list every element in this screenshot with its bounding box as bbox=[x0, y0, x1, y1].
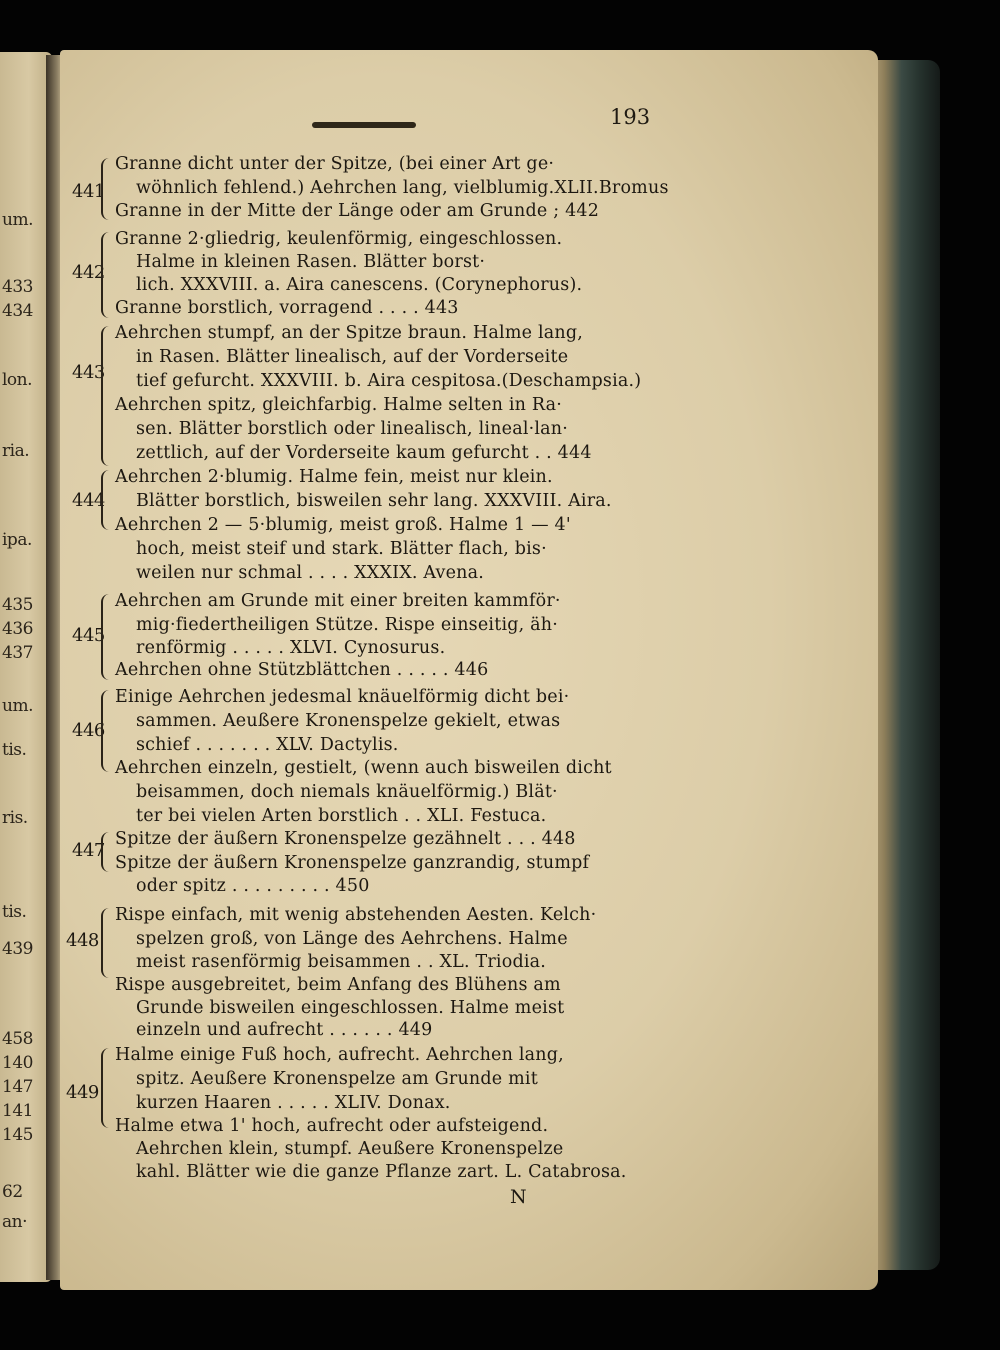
left-fragment: 141 bbox=[2, 1101, 33, 1121]
entry-line: Aehrchen klein, stumpf. Aeußere Kronenspelze bbox=[136, 1139, 564, 1159]
entry-line: renförmig . . . . . XLVI. Cynosurus. bbox=[136, 638, 446, 658]
entry-line: Halme in kleinen Rasen. Blätter borst· bbox=[136, 252, 486, 272]
entry-number: 441 bbox=[72, 181, 105, 202]
entry-line: sen. Blätter borstlich oder linealisch, lineal·lan· bbox=[136, 419, 569, 439]
entry-brace bbox=[101, 470, 113, 530]
entry-line: Aehrchen am Grunde mit einer breiten kammför· bbox=[115, 591, 561, 611]
entry-number: 449 bbox=[66, 1082, 99, 1103]
entry-line: Granne borstlich, vorragend . . . . 443 bbox=[115, 298, 459, 318]
left-fragment: ris. bbox=[2, 808, 28, 828]
left-fragment: tis. bbox=[2, 902, 27, 922]
left-fragment: 433 bbox=[2, 277, 33, 297]
entry-number: 446 bbox=[72, 720, 105, 741]
entry-line: Granne dicht unter der Spitze, (bei einer Art ge· bbox=[115, 154, 555, 174]
entry-number: 445 bbox=[72, 625, 105, 646]
entry-line: Halme einige Fuß hoch, aufrecht. Aehrchen lang, bbox=[115, 1045, 564, 1065]
left-fragment: 147 bbox=[2, 1077, 33, 1097]
left-fragment: lon. bbox=[2, 370, 33, 390]
entry-brace bbox=[101, 232, 113, 318]
entry-brace bbox=[101, 1048, 113, 1128]
entry-line: mig·fiedertheiligen Stütze. Rispe einseitig, äh· bbox=[136, 615, 559, 635]
entry-line: Aehrchen spitz, gleichfarbig. Halme selten in Ra· bbox=[115, 395, 563, 415]
left-fragment: 439 bbox=[2, 939, 33, 959]
left-fragment: ipa. bbox=[2, 530, 32, 550]
entry-line: Aehrchen 2·blumig. Halme fein, meist nur klein. bbox=[115, 467, 553, 487]
entry-line: spelzen groß, von Länge des Aehrchens. Halme bbox=[136, 929, 568, 949]
entry-line: tief gefurcht. XXXVIII. b. Aira cespitosa.(Deschampsia.) bbox=[136, 371, 642, 391]
left-fragment: 435 bbox=[2, 595, 33, 615]
entry-number: 444 bbox=[72, 490, 105, 511]
left-fragment: um. bbox=[2, 696, 33, 716]
entry-line: beisammen, doch niemals knäuelförmig.) Blät· bbox=[136, 782, 558, 802]
entry-line: Grunde bisweilen eingeschlossen. Halme meist bbox=[136, 998, 565, 1018]
entry-line: wöhnlich fehlend.) Aehrchen lang, vielblumig.XLII.Bromus bbox=[136, 178, 669, 198]
entry-line: einzeln und aufrecht . . . . . . 449 bbox=[136, 1020, 433, 1040]
left-fragment: 145 bbox=[2, 1125, 33, 1145]
left-fragment: um. bbox=[2, 210, 33, 230]
entry-line: spitz. Aeußere Kronenspelze am Grunde mit bbox=[136, 1069, 538, 1089]
entry-line: Aehrchen ohne Stützblättchen . . . . . 446 bbox=[115, 660, 489, 680]
entry-line: Rispe einfach, mit wenig abstehenden Aesten. Kelch· bbox=[115, 905, 597, 925]
entry-brace bbox=[101, 326, 113, 466]
entry-line: kahl. Blätter wie die ganze Pflanze zart. L. Catabrosa. bbox=[136, 1162, 627, 1182]
entry-line: Spitze der äußern Kronenspelze ganzrandig, stumpf bbox=[115, 853, 590, 873]
left-fragment: ria. bbox=[2, 441, 30, 461]
entry-line: ter bei vielen Arten borstlich . . XLI. Festuca. bbox=[136, 806, 547, 826]
entry-line: hoch, meist steif und stark. Blätter flach, bis· bbox=[136, 539, 547, 559]
entry-line: Aehrchen einzeln, gestielt, (wenn auch bisweilen dicht bbox=[115, 758, 612, 778]
left-fragment: 437 bbox=[2, 643, 33, 663]
signature-mark: N bbox=[510, 1186, 527, 1208]
entry-brace bbox=[101, 158, 113, 220]
entry-line: zettlich, auf der Vorderseite kaum gefurcht . . 444 bbox=[136, 443, 592, 463]
entry-line: sammen. Aeußere Kronenspelze gekielt, etwas bbox=[136, 711, 561, 731]
entry-line: in Rasen. Blätter linealisch, auf der Vorderseite bbox=[136, 347, 569, 367]
page-number: 193 bbox=[610, 105, 651, 129]
entry-line: Aehrchen 2 — 5·blumig, meist groß. Halme 1 — 4' bbox=[115, 515, 571, 535]
entry-number: 443 bbox=[72, 362, 105, 383]
entry-line: Blätter borstlich, bisweilen sehr lang. XXXVIII. Aira. bbox=[136, 491, 612, 511]
left-fragment: an· bbox=[2, 1212, 27, 1232]
entry-line: meist rasenförmig beisammen . . XL. Triodia. bbox=[136, 952, 547, 972]
left-fragment: 436 bbox=[2, 619, 33, 639]
entry-line: Halme etwa 1' hoch, aufrecht oder aufsteigend. bbox=[115, 1116, 549, 1136]
entry-line: weilen nur schmal . . . . XXXIX. Avena. bbox=[136, 563, 485, 583]
entry-line: Granne in der Mitte der Länge oder am Grunde ; 442 bbox=[115, 201, 600, 221]
left-fragment: 458 bbox=[2, 1029, 33, 1049]
entry-line: Rispe ausgebreitet, beim Anfang des Blühens am bbox=[115, 975, 561, 995]
entry-line: Aehrchen stumpf, an der Spitze braun. Halme lang, bbox=[115, 323, 584, 343]
entry-brace bbox=[101, 908, 113, 978]
entry-brace bbox=[101, 594, 113, 680]
entry-brace bbox=[101, 690, 113, 772]
entry-number: 442 bbox=[72, 262, 105, 283]
entry-line: oder spitz . . . . . . . . . 450 bbox=[136, 876, 370, 896]
entry-number: 447 bbox=[72, 840, 105, 861]
entry-line: lich. XXXVIII. a. Aira canescens. (Corynephorus). bbox=[136, 275, 583, 295]
left-fragment: 62 bbox=[2, 1182, 23, 1202]
entry-brace bbox=[101, 832, 113, 872]
entry-number: 448 bbox=[66, 930, 99, 951]
entry-line: Einige Aehrchen jedesmal knäuelförmig dicht bei· bbox=[115, 687, 570, 707]
left-fragment: 434 bbox=[2, 301, 33, 321]
book-cover-edge bbox=[870, 60, 940, 1270]
entry-line: schief . . . . . . . XLV. Dactylis. bbox=[136, 735, 399, 755]
entry-line: Granne 2·gliedrig, keulenförmig, eingeschlossen. bbox=[115, 229, 563, 249]
left-page-edge bbox=[0, 52, 52, 1282]
header-ornament bbox=[312, 122, 416, 128]
left-fragment: 140 bbox=[2, 1053, 33, 1073]
left-fragment: tis. bbox=[2, 740, 27, 760]
entry-line: kurzen Haaren . . . . . XLIV. Donax. bbox=[136, 1093, 451, 1113]
entry-line: Spitze der äußern Kronenspelze gezähnelt . . . 448 bbox=[115, 829, 576, 849]
